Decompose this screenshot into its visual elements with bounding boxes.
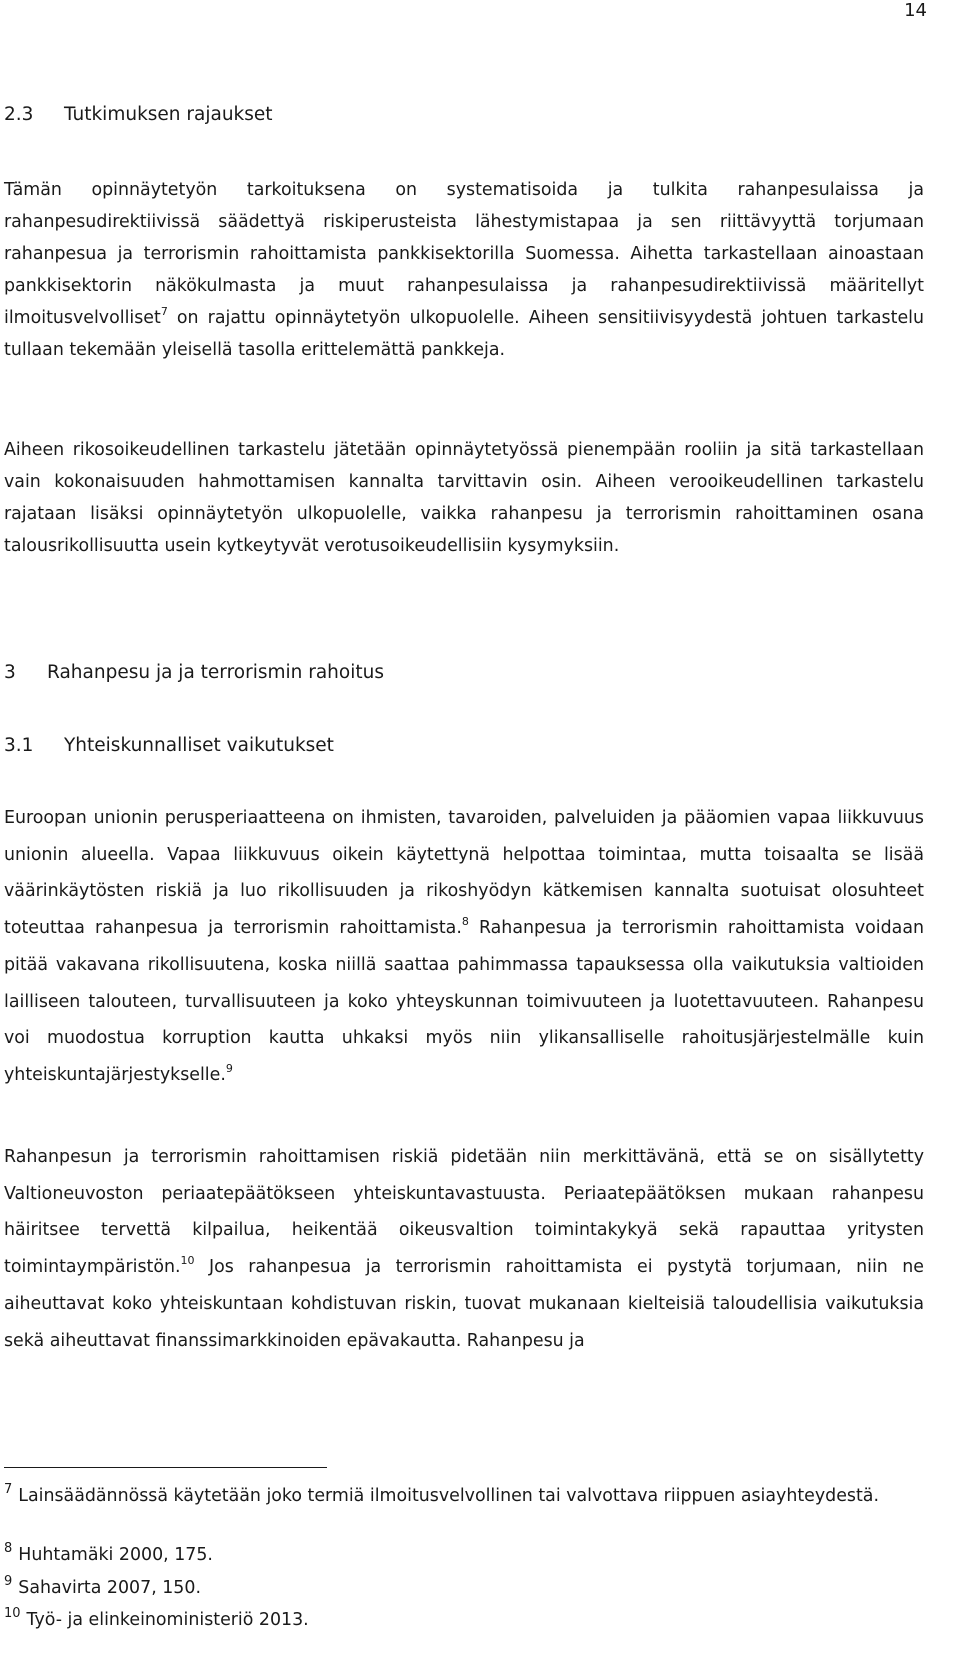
section-title: Tutkimuksen rajaukset: [64, 104, 273, 125]
footnote-number: 8: [4, 1541, 13, 1556]
footnote-ref-7[interactable]: 7: [160, 305, 168, 318]
page-number: 14: [904, 0, 927, 21]
paragraph-scope: [4, 174, 924, 366]
paragraph-text: Aiheen rikosoikeudellinen tarkastelu jätetään opinnäytetyössä pienempään rooliin ja sitä tarkastellaan vain kokonaisuuden hahmottamisen kannalta tarvittavin osin. Aiheen verooikeudellinen tarkastelu rajataan lisäksi opinnäytetyön ulkopuolelle, vaikka rahanpesu ja terrorismin rahoittaminen osana talousrikollisuutta usein kytkeytyvät verotusoikeudellisiin kysymyksiin.: [4, 440, 924, 556]
footnote-7: [4, 1483, 924, 1509]
footnote-8: [4, 1542, 924, 1568]
footnote-text: Lainsäädännössä käytetään joko termiä ilmoitusvelvollinen tai valvottava riippuen asiayhteydestä.: [18, 1486, 879, 1506]
paragraph-text: Rahanpesua ja terrorismin rahoittamista voidaan pitää vakavana rikollisuutena, koska niillä saattaa pahimmassa tapauksessa olla vaikutuksia valtioiden lailliseen talouteen, turvallisuuteen ja koko yhteyskunnan toimivuuteen ja luotettavuuteen. Rahanpesu voi muodostua korruption kautta uhkaksi myös niin ylikansalliselle rahoitusjärjestelmälle kuin yhteiskuntajärjestykselle.: [4, 918, 924, 1085]
paragraph-societal-effects: [4, 800, 924, 1094]
footnote-separator: [4, 1467, 327, 1468]
paragraph-criminal-law: [4, 434, 924, 562]
section-heading-2-3: [4, 103, 273, 127]
paragraph-text: on rajattu opinnäytetyön ulkopuolelle. Aiheen sensitiivisyydestä johtuen tarkastelu tullaan tekemään yleisellä tasolla erittelemättä pankkeja.: [4, 308, 924, 360]
section-number: 2.3: [4, 104, 34, 125]
footnote-text: Työ- ja elinkeinoministeriö 2013.: [26, 1610, 309, 1630]
paragraph-text: Rahanpesun ja terrorismin rahoittamisen riskiä pidetään niin merkittävänä, että se on sisällytetty Valtioneuvoston periaatepäätökseen yhteiskuntavastuusta. Periaatepäätöksen mukaan rahanpesu häiritsee tervettä kilpailua, heikentää oikeusvaltion toimintakykyä sekä rapauttaa yritysten toimintaympäristön.: [4, 1147, 924, 1278]
paragraph-text: Jos rahanpesua ja terrorismin rahoittamista ei pystytä torjumaan, niin ne aiheuttavat koko yhteiskuntaan kohdistuvan riskin, tuovat mukanaan kielteisiä taloudellisia vaikutuksia sekä aiheuttavat finanssimarkkinoiden epävakautta. Rahanpesu ja: [4, 1257, 924, 1351]
section-number: 3: [4, 662, 16, 683]
paragraph-government-decision: [4, 1139, 924, 1359]
footnote-9: [4, 1575, 924, 1601]
footnote-10: [4, 1607, 924, 1633]
footnote-text: Huhtamäki 2000, 175.: [18, 1545, 213, 1565]
footnote-text: Sahavirta 2007, 150.: [18, 1578, 201, 1598]
footnote-ref-9[interactable]: 9: [225, 1061, 233, 1075]
section-title: Yhteiskunnalliset vaikutukset: [64, 735, 334, 756]
footnote-number: 7: [4, 1482, 13, 1497]
footnote-ref-10[interactable]: 10: [180, 1254, 195, 1268]
paragraph-text: Euroopan unionin perusperiaatteena on ihmisten, tavaroiden, palveluiden ja pääomien vapaa liikkuvuus unionin alueella. Vapaa liikkuvuus oikein käytettynä helpottaa toimintaa, mutta toisaalta se lisää väärinkäytösten riskiä ja luo rikollisuuden ja rikoshyödyn kätkemisen kannalta suotuisat olosuhteet toteuttaa rahanpesua ja terrorismin rahoittamista.: [4, 808, 924, 939]
section-heading-3: [4, 661, 384, 685]
section-title: Rahanpesu ja ja terrorismin rahoitus: [47, 662, 384, 683]
section-heading-3-1: [4, 734, 334, 758]
section-number: 3.1: [4, 735, 34, 756]
footnote-number: 10: [4, 1606, 21, 1621]
footnote-number: 9: [4, 1574, 13, 1589]
footnote-ref-8[interactable]: 8: [461, 915, 469, 929]
paragraph-text: Tämän opinnäytetyön tarkoituksena on systematisoida ja tulkita rahanpesulaissa ja rahanpesudirektiivissä säädettyä riskiperusteista lähestymistapaa ja sen riittävyyttä torjumaan rahanpesua ja terrorismin rahoittamista pankkisektorilla Suomessa. Aihetta tarkastellaan ainoastaan pankkisektorin näkökulmasta ja muut rahanpesulaissa ja rahanpesudirektiivissä määritellyt ilmoitusvelvolliset: [4, 180, 924, 328]
